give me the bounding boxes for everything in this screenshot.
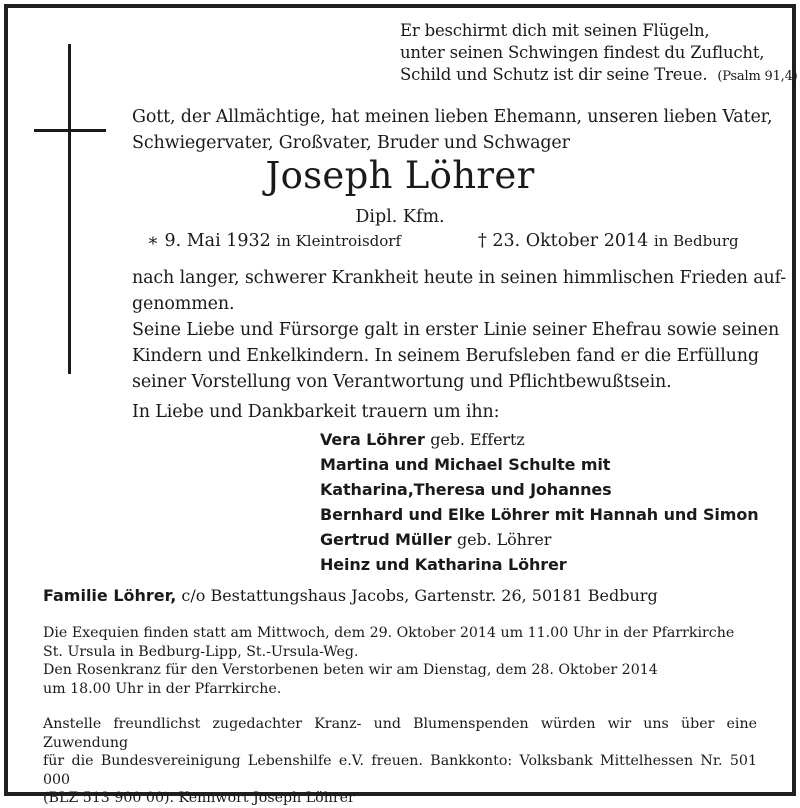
- mourner-name: Vera Löhrer: [320, 430, 425, 449]
- body-line: Seine Liebe und Fürsorge galt in erster Linie seiner Ehefrau sowie seinen: [132, 320, 780, 340]
- death-icon: †: [478, 231, 487, 251]
- verse-reference: (Psalm 91,4): [717, 69, 798, 84]
- family-address-text: c/o Bestattungshaus Jacobs, Gartenstr. 26, 50181 Bedburg: [181, 586, 658, 605]
- body-line: seiner Vorstellung von Verantwortung und Pflichtbewußtsein.: [132, 372, 672, 392]
- birth-icon: ∗: [147, 231, 159, 251]
- deceased-title: Dipl. Kfm.: [355, 207, 445, 227]
- mourner-name: Gertrud Müller: [320, 530, 452, 549]
- mourning-line: In Liebe und Dankbarkeit trauern um ihn:: [132, 402, 500, 422]
- intro-line: Schwiegervater, Großvater, Bruder und Schwager: [132, 133, 570, 153]
- death-date: 23. Oktober 2014: [492, 231, 649, 251]
- birth-place: in Kleintroisdorf: [276, 232, 402, 250]
- verse-line: Schild und Schutz ist dir seine Treue. (Psalm 91,4): [400, 65, 798, 84]
- mourner-note: geb. Effertz: [430, 430, 525, 449]
- mourner-3: Katharina,Theresa und Johannes: [320, 480, 612, 499]
- mourner-1: [320, 428, 525, 452]
- notice-line: Den Rosenkranz für den Verstorbenen beten wir am Dienstag, dem 28. Oktober 2014: [43, 662, 658, 678]
- donation-notice: [43, 715, 757, 808]
- body-line: nach langer, schwerer Krankheit heute in seinen himmlischen Frieden auf-: [132, 268, 787, 288]
- intro-line: Gott, der Allmächtige, hat meinen lieben Ehemann, unseren lieben Vater,: [132, 107, 773, 127]
- verse-line: unter seinen Schwingen findest du Zuflucht,: [400, 43, 765, 62]
- body-paragraph-2: [132, 317, 779, 395]
- notice-line: St. Ursula in Bedburg-Lipp, St.-Ursula-Weg.: [43, 643, 359, 660]
- mourner-5: [320, 528, 551, 552]
- mourner-4: Bernhard und Elke Löhrer mit Hannah und Simon: [320, 505, 759, 524]
- exequien-notice: [43, 624, 757, 698]
- mourner-2: Martina und Michael Schulte mit: [320, 455, 611, 474]
- psalm-verse: [400, 20, 798, 88]
- notice-line: für die Bundesvereinigung Lebenshilfe e.V. freuen. Bankkonto: Volksbank Mittelhessen Nr. 501 000: [43, 753, 757, 788]
- intro-text: [132, 104, 772, 156]
- family-address: [43, 586, 658, 605]
- birth-date: 9. Mai 1932: [164, 231, 271, 251]
- birth-info: [147, 231, 401, 251]
- notice-line: Die Exequien finden statt am Mittwoch, dem 29. Oktober 2014 um 11.00 Uhr in der Pfarrkirche: [43, 625, 735, 641]
- death-place: in Bedburg: [653, 232, 739, 250]
- verse-line: Er beschirmt dich mit seinen Flügeln,: [400, 21, 710, 40]
- death-info: [478, 231, 739, 251]
- notice-line: Anstelle freundlichst zugedachter Kranz- und Blumenspenden würden wir uns über eine Zuwendung: [43, 716, 757, 751]
- notice-line: (BLZ 513 900 00). Kennwort Joseph Löhrer: [43, 790, 355, 806]
- notice-line: um 18.00 Uhr in der Pfarrkirche.: [43, 680, 282, 697]
- deceased-name: Joseph Löhrer: [265, 154, 535, 197]
- cross-icon-bar: [34, 129, 106, 132]
- body-line: Kindern und Enkelkindern. In seinem Berufsleben fand er die Erfüllung: [132, 346, 759, 366]
- family-name: Familie Löhrer,: [43, 586, 177, 605]
- mourner-6: Heinz und Katharina Löhrer: [320, 555, 567, 574]
- mourner-note: geb. Löhrer: [456, 530, 552, 549]
- body-paragraph-1: [132, 265, 786, 317]
- body-line: genommen.: [132, 294, 235, 314]
